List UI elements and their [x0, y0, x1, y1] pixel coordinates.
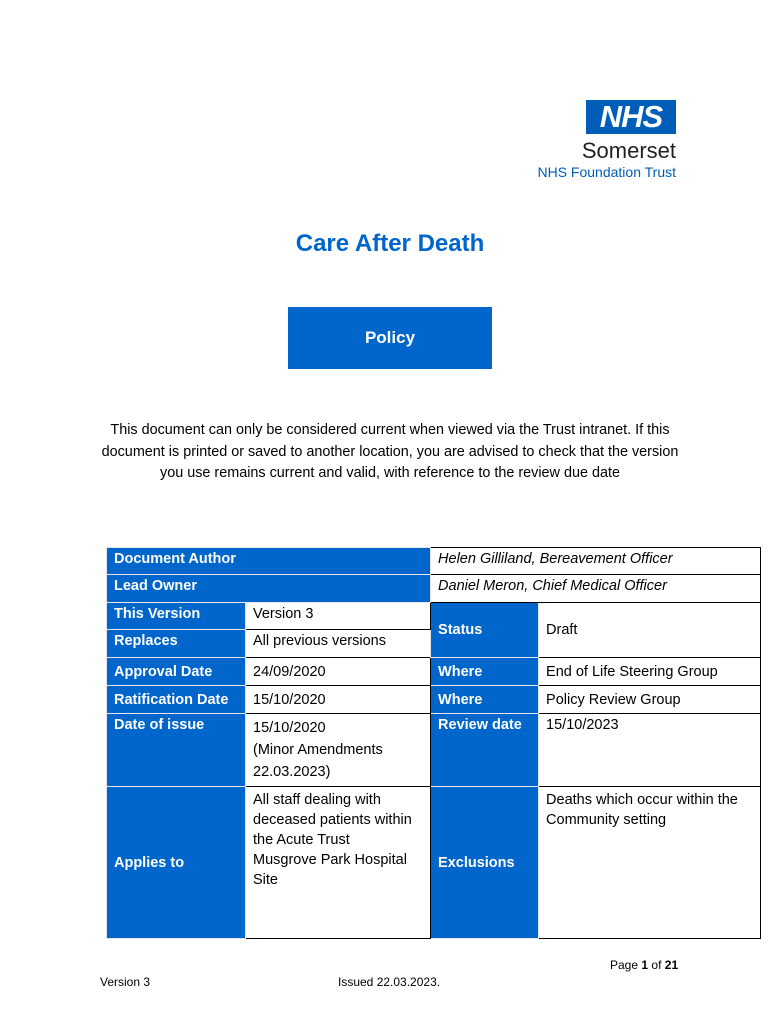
- table-row: [107, 686, 761, 714]
- applies-to-line: Site: [253, 872, 278, 888]
- document-author-label: Document Author: [107, 548, 431, 575]
- applies-to-line: the Acute Trust: [253, 832, 350, 848]
- table-row: [107, 787, 761, 939]
- status-label: Status: [431, 603, 539, 658]
- approval-date-label: Approval Date: [107, 658, 246, 686]
- footer-issued: Issued 22.03.2023.: [338, 975, 441, 989]
- document-title: Care After Death: [295, 230, 485, 257]
- document-type-label: Policy: [364, 328, 416, 347]
- applies-to-label: Applies to: [107, 787, 246, 939]
- lead-owner-value: Daniel Meron, Chief Medical Officer: [431, 575, 761, 603]
- nhs-logo-mark: NHS: [586, 100, 676, 134]
- exclusions-line: Deaths which occur within the: [546, 792, 738, 808]
- applies-to-line: All staff dealing with: [253, 792, 381, 808]
- currency-notice: This document can only be considered current when viewed via the Trust intranet. If this document is printed or saved to another location, you are advised to check that the version you use remains current and valid, with reference to the review due date: [101, 422, 679, 481]
- table-row: [107, 548, 761, 575]
- date-of-issue-label: Date of issue: [107, 714, 246, 787]
- page-of: of: [651, 958, 662, 972]
- page-number: [610, 958, 678, 972]
- table-row: [107, 714, 761, 787]
- replaces-value: All previous versions: [246, 630, 431, 658]
- exclusions-label: Exclusions: [431, 787, 539, 939]
- review-date-label: Review date: [431, 714, 539, 787]
- page-prefix: Page: [610, 958, 639, 972]
- where-label: Where: [431, 686, 539, 714]
- page-total: 21: [664, 958, 679, 972]
- applies-to-line: Musgrove Park Hospital: [253, 852, 407, 868]
- nhs-logo: [510, 100, 676, 182]
- this-version-label: This Version: [107, 603, 246, 630]
- table-row: [107, 603, 761, 630]
- document-control-table: [106, 547, 761, 939]
- ratification-date-label: Ratification Date: [107, 686, 246, 714]
- ratification-date-value: 15/10/2020: [246, 686, 431, 714]
- review-date-value: 15/10/2023: [539, 714, 761, 787]
- date-of-issue-value: 15/10/2020: [253, 720, 326, 736]
- exclusions-cell: [539, 787, 761, 939]
- where-label: Where: [431, 658, 539, 686]
- footer-version: Version 3: [100, 975, 151, 989]
- document-type-box: [288, 307, 492, 369]
- org-subtitle: NHS Foundation Trust: [537, 164, 676, 180]
- approval-where-value: End of Life Steering Group: [539, 658, 761, 686]
- ratification-where-value: Policy Review Group: [539, 686, 761, 714]
- date-of-issue-note: 22.03.2023): [253, 764, 331, 780]
- table-row: [107, 658, 761, 686]
- table-row: [107, 575, 761, 603]
- applies-to-line: deceased patients within: [253, 812, 412, 828]
- replaces-label: Replaces: [107, 630, 246, 658]
- page-current: 1: [641, 958, 649, 972]
- approval-date-value: 24/09/2020: [246, 658, 431, 686]
- date-of-issue-cell: [246, 714, 431, 787]
- org-name: Somerset: [581, 138, 676, 163]
- this-version-value: Version 3: [246, 603, 431, 630]
- exclusions-line: Community setting: [546, 812, 667, 828]
- status-value: Draft: [539, 603, 761, 658]
- date-of-issue-note: (Minor Amendments: [253, 742, 383, 758]
- document-author-value: Helen Gilliland, Bereavement Officer: [431, 548, 761, 575]
- lead-owner-label: Lead Owner: [107, 575, 431, 603]
- applies-to-cell: [246, 787, 431, 939]
